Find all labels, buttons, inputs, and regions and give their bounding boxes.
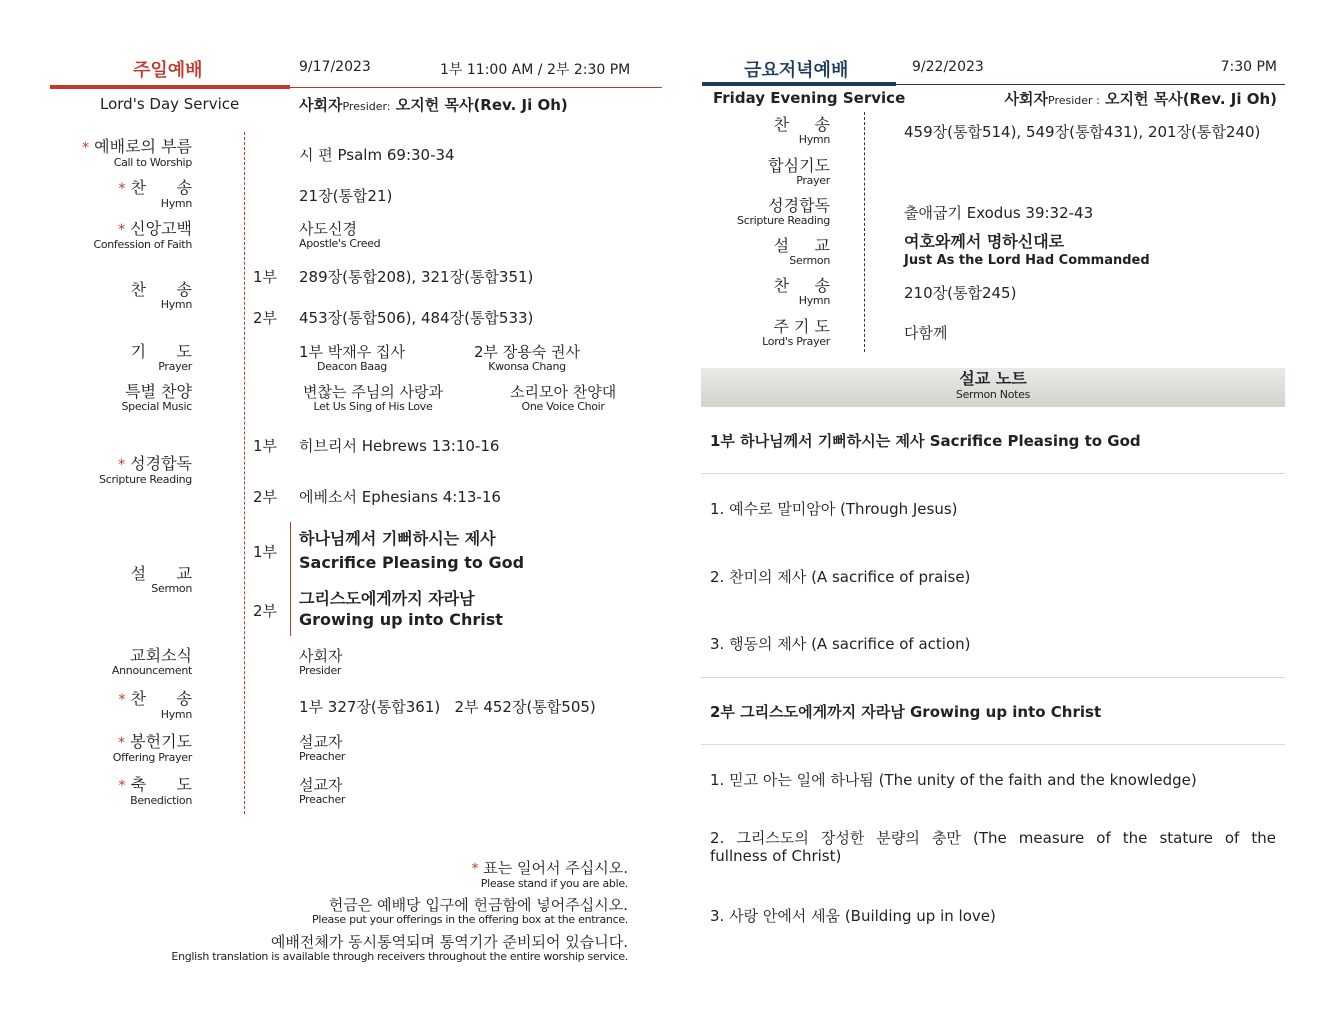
special-music-choir: 소리모아 찬양대 One Voice Choir bbox=[510, 383, 617, 413]
friday-time: 7:30 PM bbox=[1220, 59, 1277, 75]
friday-reading-label: 성경합독 Scripture Reading bbox=[737, 196, 830, 227]
notes-point-5b: fullness of Christ) bbox=[710, 847, 842, 865]
sunday-title-line bbox=[290, 87, 662, 88]
special-music-title: 변찮는 주님의 사랑과 Let Us Sing of His Love bbox=[303, 383, 443, 413]
announcement-label: 교회소식 Announcement bbox=[111, 646, 192, 677]
friday-presider: 사회자Presider : 오지헌 목사(Rev. Ji Oh) bbox=[1004, 90, 1277, 108]
call-to-worship-content: 시 편 Psalm 69:30-34 bbox=[299, 146, 455, 164]
offering-prayer-content: 설교자 Preacher bbox=[299, 733, 346, 763]
offering-prayer-label: * 봉헌기도 Offering Prayer bbox=[112, 732, 192, 764]
friday-hymn2-content: 210장(통합245) bbox=[904, 284, 1017, 302]
hymn2-content1: 289장(통합208), 321장(통합351) bbox=[299, 268, 534, 286]
call-to-worship-label: * 예배로의 부름 Call to Worship bbox=[82, 137, 192, 169]
hymn1-content: 21장(통합21) bbox=[299, 187, 393, 205]
sunday-times: 1부 11:00 AM / 2부 2:30 PM bbox=[440, 62, 631, 78]
friday-title-bar bbox=[702, 82, 896, 86]
notes-point-2: 2. 찬미의 제사 (A sacrifice of praise) bbox=[710, 568, 971, 586]
notes-rule-3 bbox=[701, 744, 1285, 745]
friday-lords-prayer-label: 주 기 도 Lord's Prayer bbox=[762, 317, 830, 348]
notes-point-5a: 2. 그리스도의 장성한 분량의 충만 (The measure of the stature of the bbox=[710, 829, 1276, 847]
sermon-title1: 하나님께서 기뻐하시는 제사 Sacrifice Pleasing to God bbox=[299, 529, 525, 572]
footnote-offering: 헌금은 예배당 입구에 헌금함에 넣어주십시오. Please put your offerings in the offering box at the entrance. bbox=[311, 896, 628, 926]
notes-point-1: 1. 예수로 말미암아 (Through Jesus) bbox=[710, 500, 958, 518]
friday-sermon-label: 설 교 Sermon bbox=[773, 236, 830, 267]
prayer-label: 기 도 Prayer bbox=[130, 342, 192, 373]
friday-subtitle: Friday Evening Service bbox=[713, 89, 906, 107]
sunday-title-bar bbox=[50, 85, 290, 89]
notes-rule-1 bbox=[701, 473, 1285, 474]
notes-rule-2 bbox=[701, 677, 1285, 678]
benediction-label: * 축 도 Benediction bbox=[118, 775, 192, 807]
friday-title: 금요저녁예배 bbox=[744, 60, 849, 81]
reading-content2: 에베소서 Ephesians 4:13-16 bbox=[299, 488, 501, 506]
sermon-part1: 1부 bbox=[253, 543, 278, 561]
friday-title-line bbox=[896, 84, 1285, 85]
hymn1-label: * 찬 송 Hymn bbox=[118, 178, 192, 210]
prayer-1: 1부 박재우 집사 Deacon Baag bbox=[299, 343, 406, 373]
sunday-date: 9/17/2023 bbox=[299, 59, 371, 75]
hymn2-content2: 453장(통합506), 484장(통합533) bbox=[299, 309, 534, 327]
sermon-part2: 2부 bbox=[253, 602, 278, 620]
sermon-divider bbox=[290, 522, 291, 636]
friday-prayer-label: 합심기도 Prayer bbox=[768, 156, 830, 187]
friday-hymn1-content: 459장(통합514), 549장(통합431), 201장(통합240) bbox=[904, 123, 1261, 141]
reading-part1: 1부 bbox=[253, 437, 278, 455]
reading-part2: 2부 bbox=[253, 488, 278, 506]
benediction-content: 설교자 Preacher bbox=[299, 776, 346, 806]
footnote-translation: 예배전체가 동시통역되며 통역기가 준비되어 있습니다. English translation is available through receivers throughout the entire worship service. bbox=[171, 933, 628, 963]
footnote-stand: * 표는 일어서 주십시오. Please stand if you are able. bbox=[471, 859, 628, 890]
sunday-divider bbox=[244, 132, 245, 814]
hymn2-label: 찬 송 Hymn bbox=[130, 280, 192, 311]
creed-label: * 신앙고백 Confession of Faith bbox=[93, 219, 192, 251]
hymn2-part2: 2부 bbox=[253, 309, 278, 327]
sermon-notes-header: 설교 노트 Sermon Notes bbox=[701, 368, 1285, 407]
prayer-2: 2부 장용숙 권사 Kwonsa Chang bbox=[474, 343, 581, 373]
hymn3-label: * 찬 송 Hymn bbox=[118, 689, 192, 721]
hymn3-content: 1부 327장(통합361) 2부 452장(통합505) bbox=[299, 698, 596, 716]
creed-content: 사도신경 Apostle's Creed bbox=[299, 220, 381, 250]
sermon-title2: 그리스도에게까지 자라남 Growing up into Christ bbox=[299, 589, 503, 629]
notes-point-6: 3. 사랑 안에서 세움 (Building up in love) bbox=[710, 907, 996, 925]
friday-sermon-title: 여호와께서 명하신대로 Just As the Lord Had Commanded bbox=[904, 232, 1150, 268]
friday-lords-prayer-content: 다함께 bbox=[904, 324, 948, 342]
special-music-label: 특별 찬양 Special Music bbox=[121, 382, 192, 413]
sunday-presider: 사회자Presider: 오지헌 목사(Rev. Ji Oh) bbox=[299, 96, 568, 114]
friday-hymn2-label: 찬 송 Hymn bbox=[773, 276, 830, 307]
sunday-subtitle: Lord's Day Service bbox=[100, 95, 240, 113]
friday-reading-content: 출애굽기 Exodus 39:32-43 bbox=[904, 204, 1094, 222]
notes-heading-2: 2부 그리스도에게까지 자라남 Growing up into Christ bbox=[710, 703, 1102, 721]
scripture-reading-label: * 성경합독 Scripture Reading bbox=[99, 454, 192, 486]
hymn2-part1: 1부 bbox=[253, 268, 278, 286]
friday-date: 9/22/2023 bbox=[912, 59, 984, 75]
friday-hymn1-label: 찬 송 Hymn bbox=[773, 115, 830, 146]
notes-point-3: 3. 행동의 제사 (A sacrifice of action) bbox=[710, 635, 971, 653]
sunday-title: 주일예배 bbox=[133, 60, 203, 81]
friday-divider bbox=[864, 112, 865, 352]
notes-point-4: 1. 믿고 아는 일에 하나됨 (The unity of the faith and the knowledge) bbox=[710, 771, 1197, 789]
sermon-label: 설 교 Sermon bbox=[130, 564, 192, 595]
notes-heading-1: 1부 하나님께서 기뻐하시는 제사 Sacrifice Pleasing to God bbox=[710, 432, 1141, 450]
announcement-content: 사회자 Presider bbox=[299, 647, 343, 677]
reading-content1: 히브리서 Hebrews 13:10-16 bbox=[299, 437, 500, 455]
